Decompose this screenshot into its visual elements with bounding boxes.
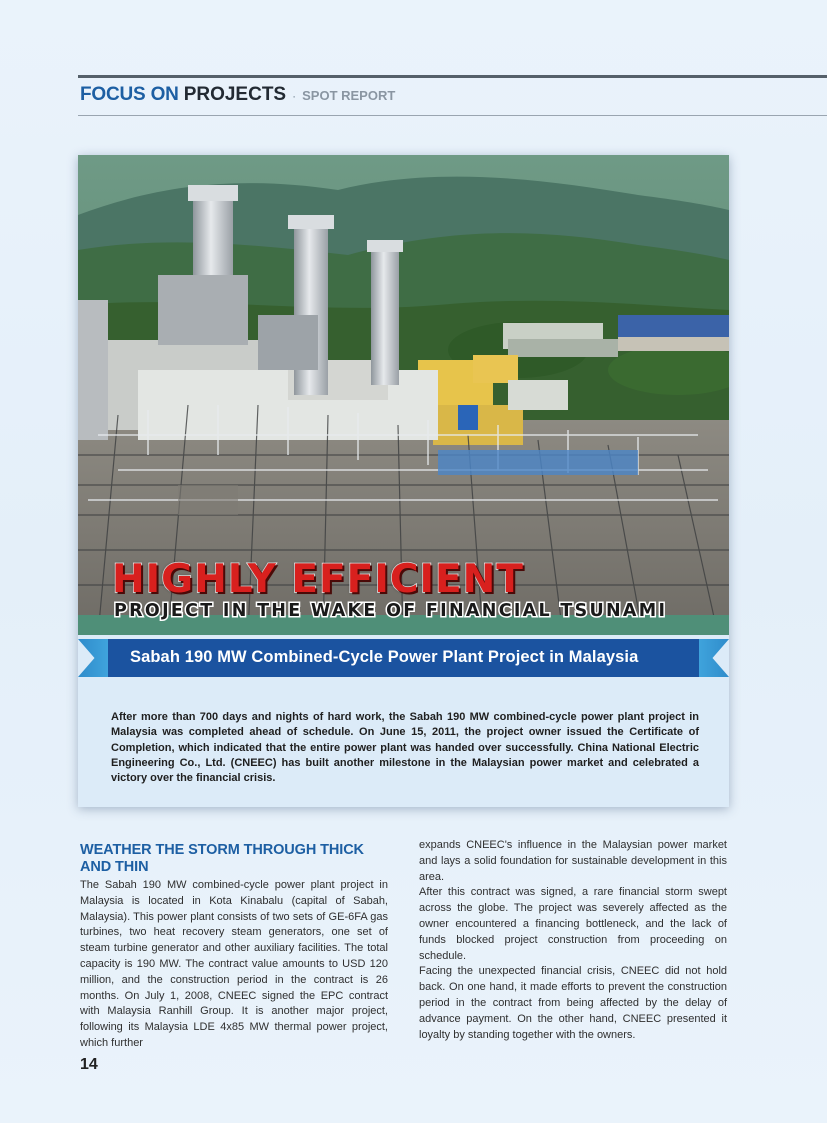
banner-title: Sabah 190 MW Combined-Cycle Power Plant Project in Malaysia [130, 648, 639, 666]
article-paragraph: After this contract was signed, a rare financial storm swept across the globe. The project was severely affected as the owner encountered a financing bottleneck, and the lack of funds blocked project construction from proceeding on schedule. [419, 886, 727, 962]
title-banner [78, 639, 729, 677]
feature-panel [78, 155, 729, 807]
article-column-left [80, 838, 388, 1052]
header-rule-top [78, 75, 827, 78]
banner-right-tip [699, 639, 729, 677]
headline: HIGHLY EFFICIENT [112, 557, 524, 602]
page-number: 14 [80, 1056, 98, 1073]
subheadline: PROJECT IN THE WAKE OF FINANCIAL TSUNAMI [114, 601, 668, 621]
header-projects: PROJECTS [183, 84, 287, 105]
article-paragraph: The Sabah 190 MW combined-cycle power plant project in Malaysia is located in Kota Kinabalu (capital of Sabah, Malaysia). This power plant consists of two sets of GE-6FA gas turbines, two heat recovery steam generators, one set of steam turbine generator and other auxiliary facilities. The total capacity is 190 MW. The contract value amounts to USD 120 million, and the construction period in the contract is 26 months. On July 1, 2008, CNEEC signed the EPC contract with Malaysia Ranhill Group. It is another major project, following its Malaysia LDE 4x85 MW thermal power project, which further [80, 879, 388, 1049]
article-column-right [419, 838, 727, 1043]
header-rule-bottom [78, 115, 827, 116]
article-paragraph: expands CNEEC's influence in the Malaysian power market and lays a solid foundation for sustainable development in this area. [419, 839, 727, 883]
section-heading: WEATHER THE STORM THROUGH THICK AND THIN [80, 842, 364, 875]
header-section-label: SPOT REPORT [302, 88, 396, 103]
intro-paragraph: After more than 700 days and nights of hard work, the Sabah 190 MW combined-cycle power plant project in Malaysia was completed ahead of schedule. On June 15, 2011, the project owner issued the Certificate of Completion, which indicated that the entire power plant was handed over successfully. China National Electric Engineering Co., Ltd. (CNEEC) has built another milestone in the Malaysian power market and celebrated a victory over the financial crisis. [111, 711, 699, 785]
header-separator: · [292, 89, 297, 103]
header-focus-on: FOCUS ON [80, 84, 179, 105]
banner-left-tip [78, 639, 108, 677]
article-paragraph: Facing the unexpected financial crisis, CNEEC did not hold back. On one hand, it made efforts to prevent the construction period in the contract from being affected by the delay of advance payment. On the other hand, CNEEC presented it loyalty by standing together with the owners. [419, 965, 727, 1041]
page-header [80, 84, 395, 112]
